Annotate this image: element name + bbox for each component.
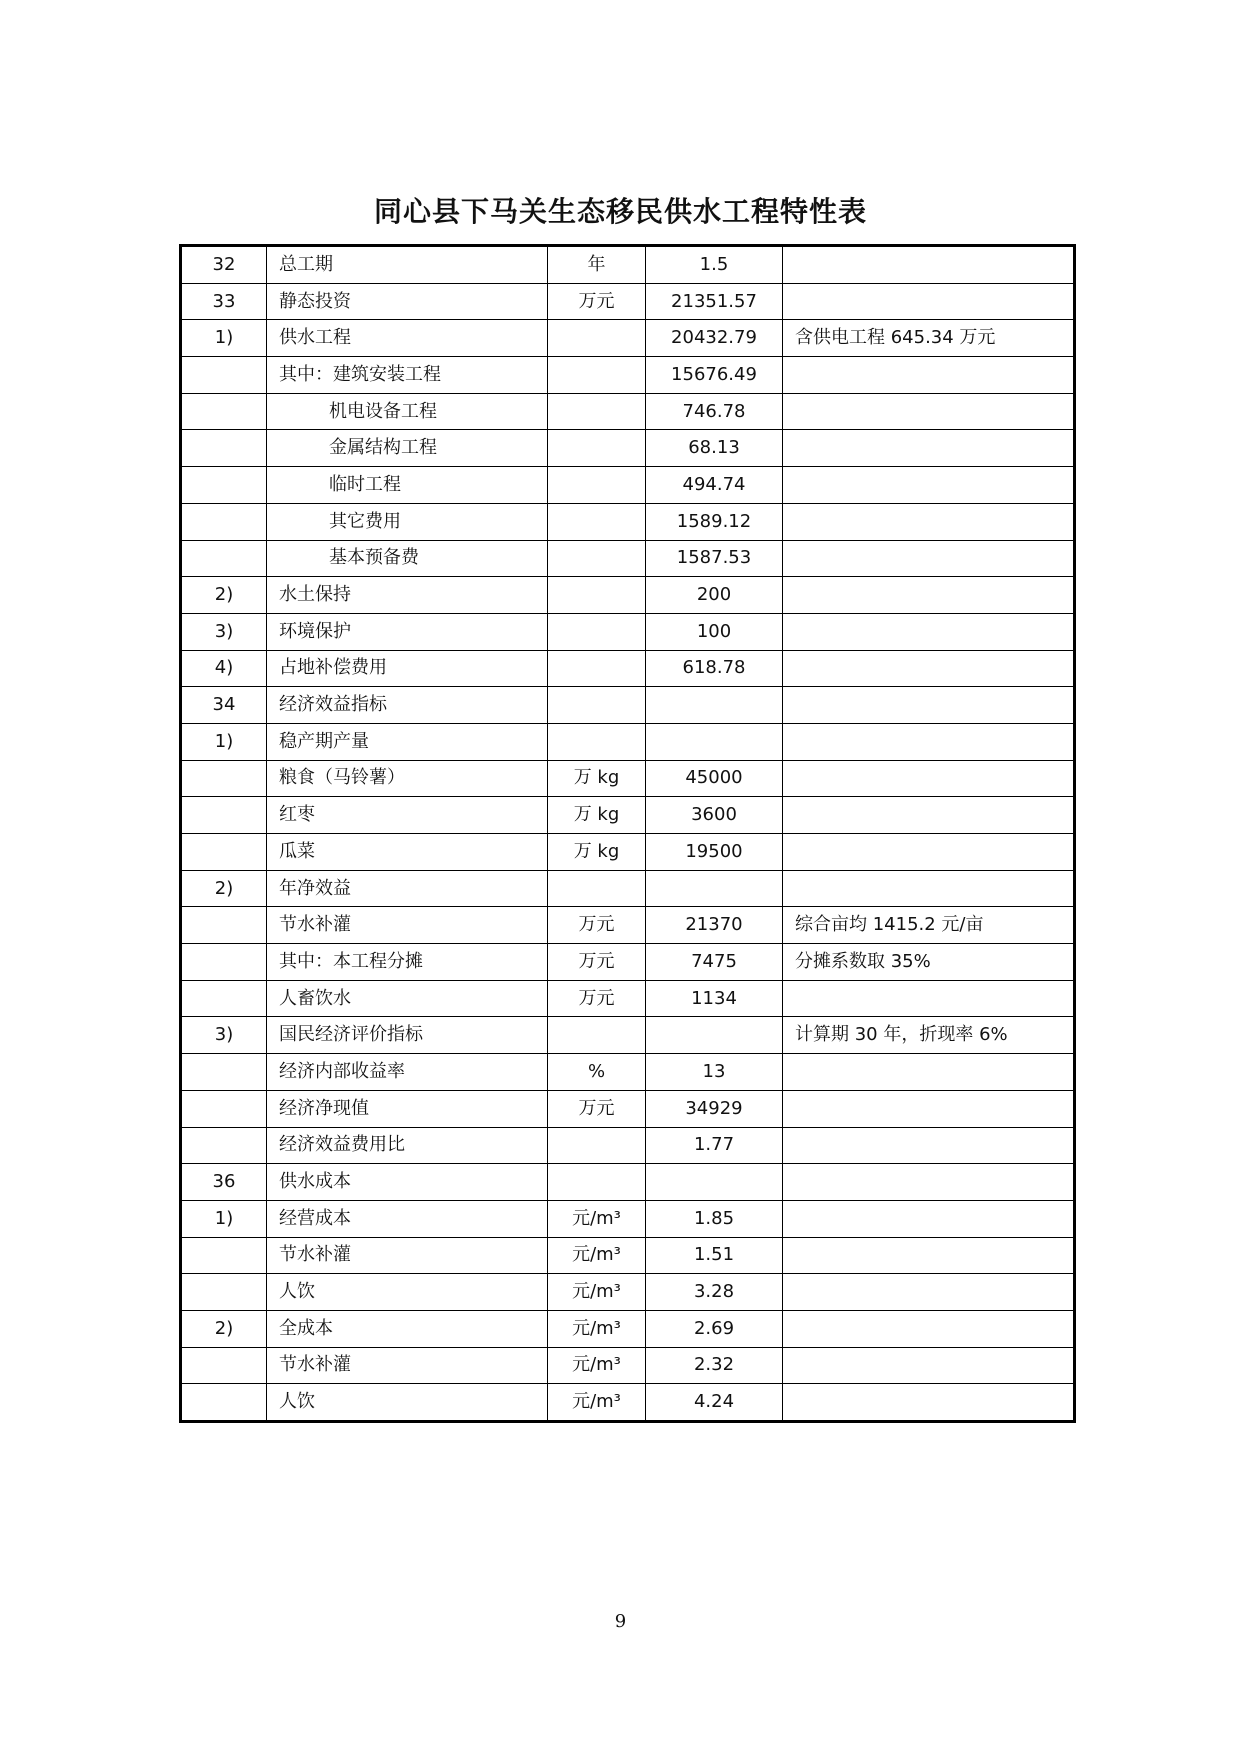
unit-cell (548, 650, 646, 687)
value-cell: 2.69 (646, 1310, 783, 1347)
unit-cell: 万 kg (548, 797, 646, 834)
row-number-cell (181, 540, 267, 577)
value-cell: 21370 (646, 907, 783, 944)
note-cell (783, 540, 1075, 577)
value-cell: 3600 (646, 797, 783, 834)
table-row (181, 907, 1075, 944)
table-row (181, 797, 1075, 834)
row-number-cell: 32 (181, 246, 267, 284)
value-cell (646, 687, 783, 724)
item-name-cell: 红枣 (267, 797, 548, 834)
note-cell (783, 1274, 1075, 1311)
row-number-cell: 2) (181, 1310, 267, 1347)
row-number-cell: 4) (181, 650, 267, 687)
row-number-cell (181, 834, 267, 871)
note-cell (783, 613, 1075, 650)
item-name-cell: 经济效益费用比 (267, 1127, 548, 1164)
table-row (181, 320, 1075, 357)
row-number-cell (181, 1384, 267, 1422)
unit-cell (548, 870, 646, 907)
item-name-cell: 金属结构工程 (267, 430, 548, 467)
value-cell: 1.85 (646, 1200, 783, 1237)
value-cell: 1.51 (646, 1237, 783, 1274)
item-name-cell: 机电设备工程 (267, 393, 548, 430)
note-cell (783, 1237, 1075, 1274)
row-number-cell (181, 980, 267, 1017)
item-name-cell: 其中：本工程分摊 (267, 944, 548, 981)
row-number-cell: 2) (181, 577, 267, 614)
value-cell: 2.32 (646, 1347, 783, 1384)
item-name-cell: 其中：建筑安装工程 (267, 357, 548, 394)
unit-cell: 元/m³ (548, 1200, 646, 1237)
row-number-cell (181, 430, 267, 467)
table-row (181, 357, 1075, 394)
unit-cell: 元/m³ (548, 1384, 646, 1422)
value-cell: 4.24 (646, 1384, 783, 1422)
item-name-cell: 稳产期产量 (267, 723, 548, 760)
unit-cell (548, 1127, 646, 1164)
row-number-cell: 34 (181, 687, 267, 724)
table-row (181, 1164, 1075, 1201)
row-number-cell: 3) (181, 613, 267, 650)
note-cell (783, 393, 1075, 430)
note-cell (783, 687, 1075, 724)
table-row (181, 246, 1075, 284)
table-row (181, 577, 1075, 614)
table-row (181, 870, 1075, 907)
value-cell (646, 870, 783, 907)
table-row (181, 980, 1075, 1017)
row-number-cell: 3) (181, 1017, 267, 1054)
item-name-cell: 其它费用 (267, 503, 548, 540)
unit-cell (548, 540, 646, 577)
item-name-cell: 静态投资 (267, 283, 548, 320)
table-row (181, 1054, 1075, 1091)
item-name-cell: 瓜菜 (267, 834, 548, 871)
row-number-cell (181, 1274, 267, 1311)
unit-cell (548, 577, 646, 614)
table-row (181, 760, 1075, 797)
item-name-cell: 供水工程 (267, 320, 548, 357)
note-cell (783, 577, 1075, 614)
note-cell (783, 760, 1075, 797)
table-row (181, 1237, 1075, 1274)
value-cell: 200 (646, 577, 783, 614)
row-number-cell (181, 393, 267, 430)
value-cell (646, 723, 783, 760)
unit-cell: 元/m³ (548, 1347, 646, 1384)
table-row (181, 1347, 1075, 1384)
unit-cell (548, 467, 646, 504)
unit-cell (548, 430, 646, 467)
row-number-cell: 1) (181, 723, 267, 760)
note-cell (783, 1054, 1075, 1091)
row-number-cell (181, 503, 267, 540)
unit-cell (548, 393, 646, 430)
item-name-cell: 经营成本 (267, 1200, 548, 1237)
unit-cell (548, 687, 646, 724)
value-cell: 20432.79 (646, 320, 783, 357)
note-cell: 综合亩均 1415.2 元/亩 (783, 907, 1075, 944)
table-row (181, 687, 1075, 724)
value-cell: 68.13 (646, 430, 783, 467)
table-row (181, 393, 1075, 430)
row-number-cell (181, 797, 267, 834)
page-title: 同心县下马关生态移民供水工程特性表 (373, 195, 867, 228)
value-cell: 3.28 (646, 1274, 783, 1311)
unit-cell (548, 357, 646, 394)
table-row (181, 1384, 1075, 1422)
unit-cell: 年 (548, 246, 646, 284)
item-name-cell: 经济效益指标 (267, 687, 548, 724)
note-cell (783, 1200, 1075, 1237)
note-cell (783, 1310, 1075, 1347)
note-cell (783, 1090, 1075, 1127)
value-cell (646, 1164, 783, 1201)
item-name-cell: 经济净现值 (267, 1090, 548, 1127)
value-cell: 618.78 (646, 650, 783, 687)
row-number-cell (181, 944, 267, 981)
item-name-cell: 人畜饮水 (267, 980, 548, 1017)
unit-cell: 万元 (548, 944, 646, 981)
unit-cell: % (548, 1054, 646, 1091)
item-name-cell: 环境保护 (267, 613, 548, 650)
table-row (181, 467, 1075, 504)
note-cell (783, 797, 1075, 834)
note-cell (783, 467, 1075, 504)
value-cell: 7475 (646, 944, 783, 981)
row-number-cell: 36 (181, 1164, 267, 1201)
item-name-cell: 节水补灌 (267, 1237, 548, 1274)
unit-cell (548, 1164, 646, 1201)
note-cell (783, 246, 1075, 284)
row-number-cell: 1) (181, 1200, 267, 1237)
item-name-cell: 全成本 (267, 1310, 548, 1347)
note-cell: 分摊系数取 35% (783, 944, 1075, 981)
row-number-cell (181, 760, 267, 797)
page-number: 9 (614, 1611, 627, 1632)
unit-cell (548, 1017, 646, 1054)
row-number-cell (181, 1127, 267, 1164)
unit-cell (548, 613, 646, 650)
unit-cell: 元/m³ (548, 1274, 646, 1311)
value-cell: 1.5 (646, 246, 783, 284)
table-row (181, 283, 1075, 320)
row-number-cell (181, 1090, 267, 1127)
item-name-cell: 基本预备费 (267, 540, 548, 577)
unit-cell (548, 503, 646, 540)
unit-cell: 万 kg (548, 760, 646, 797)
value-cell: 1.77 (646, 1127, 783, 1164)
table-row (181, 1090, 1075, 1127)
value-cell: 1587.53 (646, 540, 783, 577)
note-cell (783, 834, 1075, 871)
unit-cell: 万 kg (548, 834, 646, 871)
note-cell (783, 357, 1075, 394)
item-name-cell: 人饮 (267, 1274, 548, 1311)
note-cell (783, 1164, 1075, 1201)
note-cell (783, 1347, 1075, 1384)
row-number-cell (181, 1347, 267, 1384)
item-name-cell: 经济内部收益率 (267, 1054, 548, 1091)
value-cell: 746.78 (646, 393, 783, 430)
row-number-cell (181, 1237, 267, 1274)
unit-cell: 万元 (548, 1090, 646, 1127)
note-cell (783, 1127, 1075, 1164)
table-row (181, 503, 1075, 540)
unit-cell: 元/m³ (548, 1237, 646, 1274)
spec-table (179, 244, 1076, 1423)
table-row (181, 723, 1075, 760)
note-cell (783, 430, 1075, 467)
note-cell (783, 283, 1075, 320)
row-number-cell: 2) (181, 870, 267, 907)
note-cell: 计算期 30 年，折现率 6% (783, 1017, 1075, 1054)
spec-table-body (181, 246, 1075, 1422)
item-name-cell: 水土保持 (267, 577, 548, 614)
note-cell (783, 723, 1075, 760)
note-cell (783, 503, 1075, 540)
row-number-cell (181, 467, 267, 504)
table-row (181, 1017, 1075, 1054)
value-cell: 15676.49 (646, 357, 783, 394)
unit-cell: 万元 (548, 980, 646, 1017)
table-row (181, 1274, 1075, 1311)
unit-cell (548, 723, 646, 760)
item-name-cell: 占地补偿费用 (267, 650, 548, 687)
value-cell: 100 (646, 613, 783, 650)
row-number-cell: 1) (181, 320, 267, 357)
value-cell: 34929 (646, 1090, 783, 1127)
item-name-cell: 年净效益 (267, 870, 548, 907)
item-name-cell: 总工期 (267, 246, 548, 284)
item-name-cell: 临时工程 (267, 467, 548, 504)
row-number-cell (181, 907, 267, 944)
table-row (181, 613, 1075, 650)
value-cell: 1134 (646, 980, 783, 1017)
unit-cell (548, 320, 646, 357)
note-cell (783, 650, 1075, 687)
row-number-cell (181, 357, 267, 394)
table-row (181, 944, 1075, 981)
unit-cell: 元/m³ (548, 1310, 646, 1347)
table-row (181, 1127, 1075, 1164)
value-cell: 19500 (646, 834, 783, 871)
row-number-cell: 33 (181, 283, 267, 320)
value-cell: 21351.57 (646, 283, 783, 320)
item-name-cell: 人饮 (267, 1384, 548, 1422)
table-row (181, 650, 1075, 687)
item-name-cell: 国民经济评价指标 (267, 1017, 548, 1054)
note-cell (783, 980, 1075, 1017)
table-row (181, 1200, 1075, 1237)
value-cell: 1589.12 (646, 503, 783, 540)
item-name-cell: 节水补灌 (267, 907, 548, 944)
row-number-cell (181, 1054, 267, 1091)
table-row (181, 430, 1075, 467)
value-cell: 45000 (646, 760, 783, 797)
item-name-cell: 节水补灌 (267, 1347, 548, 1384)
unit-cell: 万元 (548, 283, 646, 320)
note-cell (783, 1384, 1075, 1422)
note-cell (783, 870, 1075, 907)
value-cell (646, 1017, 783, 1054)
table-row (181, 834, 1075, 871)
item-name-cell: 粮食（马铃薯） (267, 760, 548, 797)
value-cell: 494.74 (646, 467, 783, 504)
note-cell: 含供电工程 645.34 万元 (783, 320, 1075, 357)
unit-cell: 万元 (548, 907, 646, 944)
table-row (181, 1310, 1075, 1347)
value-cell: 13 (646, 1054, 783, 1091)
table-row (181, 540, 1075, 577)
item-name-cell: 供水成本 (267, 1164, 548, 1201)
